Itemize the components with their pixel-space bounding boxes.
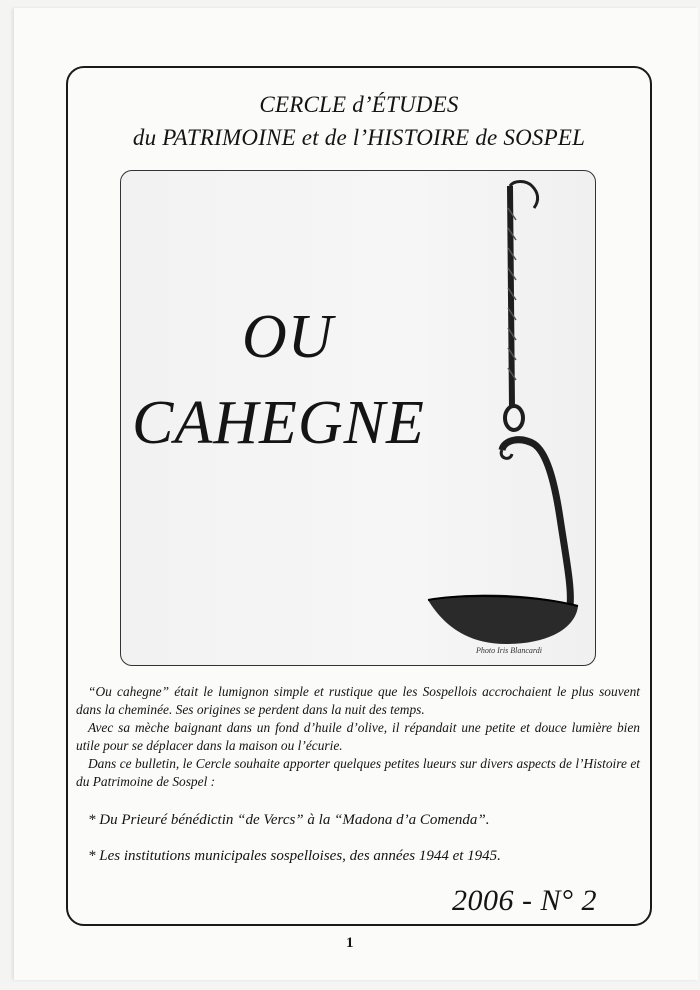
- intro-paragraph-2: Avec sa mèche baignant dans un fond d’huile d’olive, il répandait une petite et douce lumière bien utile pour se déplacer dans la maison ou l’écurie.: [76, 720, 640, 753]
- intro-text: [76, 683, 640, 791]
- header-line-2: du PATRIMOINE et de l’HISTOIRE de SOSPEL: [132, 125, 586, 150]
- bullet-item-2: * Les institutions municipales sospelloises, des années 1944 et 1945.: [88, 848, 501, 864]
- intro-paragraph-3: Dans ce bulletin, le Cercle souhaite apporter quelques petites lueurs sur divers aspects de l’Histoire et du Patrimoine de Sospel :: [76, 756, 640, 789]
- bullet-item-1: * Du Prieuré bénédictin “de Vercs” à la “Madona d’a Comenda”.: [88, 812, 490, 828]
- issue-number: 2006 - N° 2: [452, 884, 597, 917]
- photo-credit: Photo Iris Blancardi: [476, 646, 542, 655]
- page-number: 1: [346, 935, 354, 951]
- intro-paragraph-1: “Ou cahegne” était le lumignon simple et rustique que les Sospellois accrochaient le plus souvent dans la cheminée. Ses origines se perdent dans la nuit des temps.: [76, 684, 640, 717]
- title-line-2: CAHEGNE: [132, 389, 425, 457]
- title-line-1: OU: [242, 303, 334, 371]
- cover-header: [66, 88, 652, 154]
- header-line-1: CERCLE d’ÉTUDES: [259, 92, 459, 117]
- lamp-icon: [422, 178, 592, 648]
